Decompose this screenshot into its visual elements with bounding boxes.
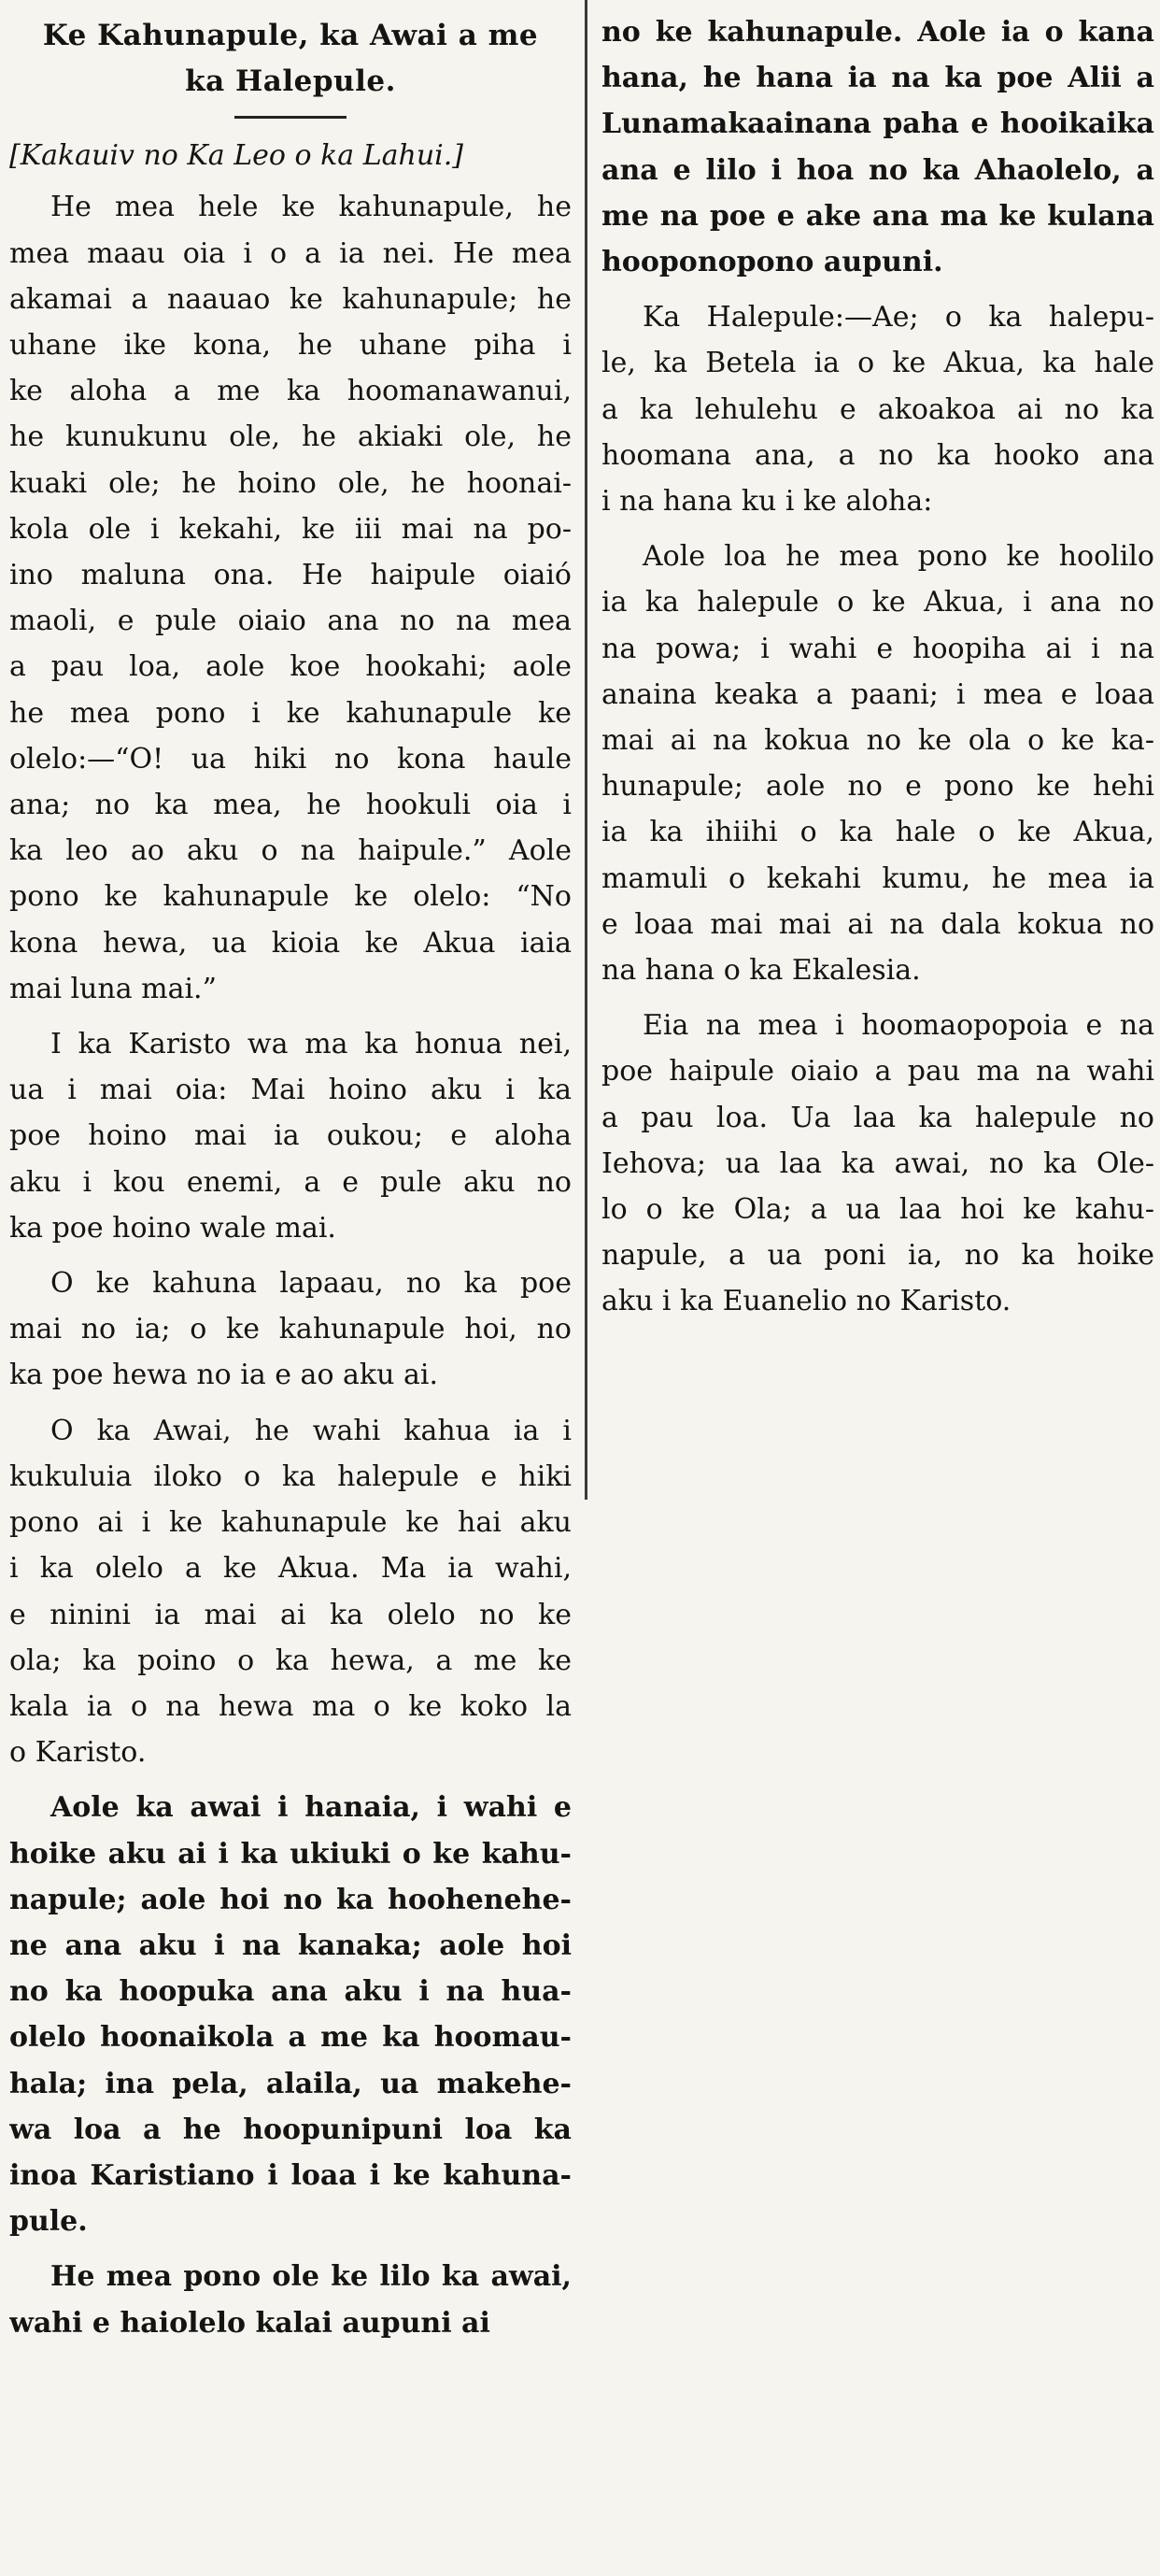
text-line: ia ka halepule o ke Akua, i ana no [601, 586, 1154, 619]
text-line: mamuli o kekahi kumu, he mea ia [601, 861, 1154, 895]
text-line: e ninini ia mai ai ka olelo no ke [9, 1598, 572, 1631]
text-line: O ke kahuna lapaau, no ka poe [50, 1267, 572, 1301]
text-line: na powa; i wahi e hoopiha ai i na [601, 632, 1154, 665]
text-line: ino maluna ona. He haipule oiaió [9, 559, 572, 592]
text-line: He mea pono ole ke lilo ka awai, [50, 2260, 572, 2294]
text-line: no ka hoopuka ana aku i na hua- [9, 1975, 572, 2009]
column-divider [585, 0, 587, 1500]
right-column [590, 0, 1160, 1334]
article-paragraph [9, 184, 572, 1012]
text-line: aku i kou enemi, a e pule aku no [9, 1165, 572, 1199]
text-line: hunapule; aole no e pono ke hehi [601, 770, 1154, 804]
text-line: a ka lehulehu e akoakoa ai no ka [601, 392, 1154, 426]
text-line: hana, he hana ia na ka poe Alii a [601, 62, 1154, 95]
text-line: Lunamakaainana paha e hooikaika [601, 107, 1154, 141]
text-line: ola; ka poino o ka hewa, a me ke [9, 1644, 572, 1677]
text-line: ka poe hewa no ia e ao aku ai. [9, 1359, 438, 1392]
text-line: kona hewa, ua kioia ke Akua iaia [9, 926, 572, 960]
text-line: ia ka ihiihi o ka hale o ke Akua, [601, 816, 1154, 849]
text-line: He mea hele ke kahunapule, he [50, 191, 572, 224]
left-column [0, 0, 579, 2355]
text-line: napule, a ua poni ia, no ka hoike [601, 1239, 1154, 1273]
text-line: O ka Awai, he wahi kahua ia i [50, 1414, 572, 1447]
text-line: poe hoino mai ia oukou; e aloha [9, 1119, 572, 1153]
headline-underline [234, 116, 347, 119]
text-line: hoike aku ai i ka ukiuki o ke kahu- [9, 1837, 572, 1871]
article-paragraph [9, 1021, 572, 1251]
article-paragraph [9, 1408, 572, 1776]
text-line: ka leo ao aku o na haipule.” Aole [9, 834, 572, 868]
text-line: ua i mai oia: Mai hoino aku i ka [9, 1074, 572, 1107]
text-line: mea maau oia i o a ia nei. He mea [9, 236, 572, 270]
text-line: pono ai i ke kahunapule ke hai aku [9, 1506, 572, 1540]
text-line: Aole ka awai i hanaia, i wahi e [50, 1791, 572, 1825]
headline-line-2: ka Halepule. [185, 64, 396, 99]
text-line: akamai a naauao ke kahunapule; he [9, 282, 572, 316]
text-line: i na hana ku i ke aloha: [601, 485, 933, 519]
right-column-body [601, 9, 1154, 1325]
text-line: he mea pono i ke kahunapule ke [9, 696, 572, 730]
article-paragraph [9, 2254, 572, 2345]
text-line: Iehova; ua laa ka awai, no ka Ole- [601, 1146, 1154, 1180]
text-line: I ka Karisto wa ma ka honua nei, [50, 1028, 572, 1061]
text-line: kukuluia iloko o ka halepule e hiki [9, 1459, 572, 1493]
text-line: i ka olelo a ke Akua. Ma ia wahi, [9, 1552, 572, 1586]
article-paragraph [9, 1260, 572, 1399]
text-line: inoa Karistiano i loaa i ke kahuna- [9, 2158, 572, 2192]
text-line: mai no ia; o ke kahunapule hoi, no [9, 1313, 572, 1346]
left-column-body [9, 184, 572, 2345]
text-line: kola ole i kekahi, ke iii mai na po- [9, 512, 572, 546]
text-line: hooponopono aupuni. [601, 246, 943, 279]
text-line: a pau loa. Ua laa ka halepule no [601, 1101, 1154, 1134]
text-line: kuaki ole; he hoino ole, he hoonai- [9, 466, 572, 500]
text-line: e loaa mai mai ai na dala kokua no [601, 907, 1154, 941]
text-line: ana e lilo i hoa no ka Ahaolelo, a [601, 153, 1154, 187]
article-paragraph [601, 9, 1154, 285]
text-line: me na poe e ake ana ma ke kulana [601, 199, 1154, 233]
text-line: Ka Halepule:—Ae; o ka halepu- [643, 301, 1154, 334]
text-line: olelo hoonaikola a me ka hoomau- [9, 2021, 572, 2055]
text-line: a pau loa, aole koe hookahi; aole [9, 650, 572, 684]
article-headline [9, 13, 572, 105]
text-line: lo o ke Ola; a ua laa hoi ke kahu- [601, 1193, 1154, 1227]
text-line: napule; aole hoi no ka hoohenehe- [9, 1883, 572, 1916]
text-line: wa loa a he hoopunipuni loa ka [9, 2113, 572, 2146]
article-paragraph [601, 294, 1154, 524]
article-paragraph [601, 534, 1154, 993]
article-paragraph [9, 1785, 572, 2244]
text-line: kala ia o na hewa ma o ke koko la [9, 1689, 572, 1723]
text-line: ke aloha a me ka hoomanawanui, [9, 375, 572, 408]
headline-line-1: Ke Kahunapule, ka Awai a me [42, 19, 539, 52]
text-line: ne ana aku i na kanaka; aole hoi [9, 1928, 572, 1962]
text-line: na hana o ka Ekalesia. [601, 954, 921, 988]
text-line: poe haipule oiaio a pau ma na wahi [601, 1055, 1154, 1089]
text-line: uhane ike kona, he uhane piha i [9, 329, 572, 363]
text-line: mai luna mai.” [9, 972, 217, 1005]
text-line: ana; no ka mea, he hookuli oia i [9, 789, 572, 822]
text-line: pono ke kahunapule ke olelo: “No [9, 880, 572, 914]
text-line: Eia na mea i hoomaopopoia e na [643, 1009, 1154, 1043]
text-line: le, ka Betela ia o ke Akua, ka hale [601, 347, 1154, 380]
text-line: mai ai na kokua no ke ola o ke ka- [601, 724, 1154, 758]
text-line: pule. [9, 2205, 88, 2239]
article-credit: [Kakauiv no Ka Leo o ka Lahui.] [9, 139, 463, 173]
text-line: aku i ka Euanelio no Karisto. [601, 1285, 1011, 1318]
text-line: maoli, e pule oiaio ana no na mea [9, 605, 572, 638]
text-line: he kunukunu ole, he akiaki ole, he [9, 420, 572, 454]
text-line: olelo:—“O! ua hiki no kona haule [9, 742, 572, 776]
text-line: o Karisto. [9, 1736, 147, 1770]
text-line: no ke kahunapule. Aole ia o kana [601, 16, 1154, 49]
article-paragraph [601, 1003, 1154, 1324]
text-line: wahi e haiolelo kalai aupuni ai [9, 2306, 490, 2340]
text-line: anaina keaka a paani; i mea e loaa [601, 677, 1154, 711]
text-line: Aole loa he mea pono ke hoolilo [643, 540, 1154, 574]
text-line: hala; ina pela, alaila, ua makehe- [9, 2067, 572, 2100]
text-line: ka poe hoino wale mai. [9, 1211, 336, 1245]
text-line: hoomana ana, a no ka hooko ana [601, 438, 1154, 472]
